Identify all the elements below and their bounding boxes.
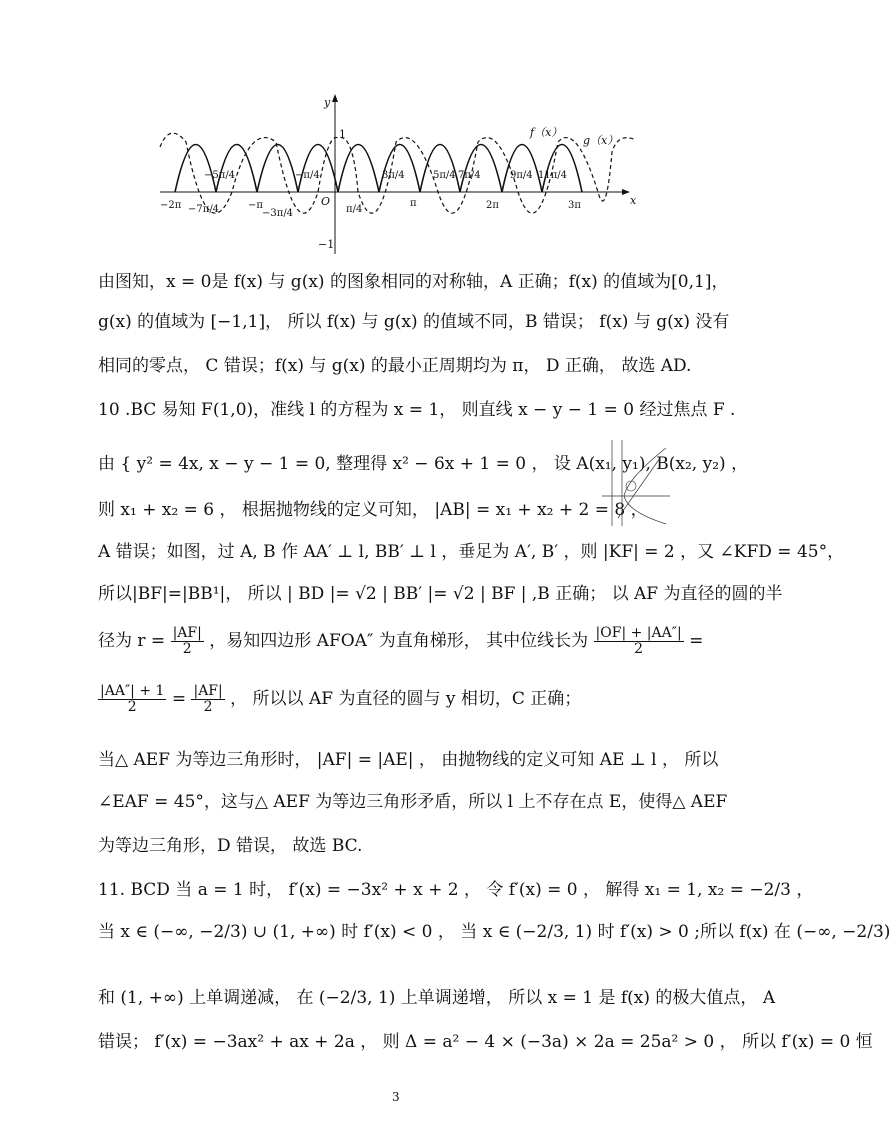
text-line-15: 当 x ∈ (−∞, −2/3) ∪ (1, +∞) 时 f′(x) < 0 ， 当 x ∈ (−2/3, 1) 时 f′(x) > 0 ;所以 f(x) 在 (−∞, −2/3) (98, 922, 890, 942)
tick-top-5: 7π/4 (458, 170, 481, 181)
tick-top-7: 11π/4 (538, 170, 568, 181)
text-line-17: 错误； f′(x) = −3ax² + ax + 2a ， 则 Δ = a² − 4 × (−3a) × 2a = 25a² > 0 ， 所以 f′(x) = 0 恒 (98, 1032, 873, 1052)
tangent-fraction-2 (191, 684, 224, 715)
page-number: 3 (392, 1090, 400, 1104)
tick-bottom-1: −2π (160, 200, 182, 211)
tangent-fraction-1 (98, 684, 166, 715)
tangent-numerator-1: |AA″| + 1 (100, 683, 165, 699)
tangent-numerator-2: |AF| (193, 683, 223, 699)
text-line-5: 由 { y² = 4x, x − y − 1 = 0, 整理得 x² − 6x + 1 = 0 ， 设 A(x₁, y₁), B(x₂, y₂) ， (98, 454, 749, 474)
trig-graph (158, 92, 640, 256)
tick-bottom-3: −π (248, 200, 263, 211)
midline-text: ，易知四边形 AFOA″ 为直角梯形， 其中位线长为 (209, 631, 594, 651)
text-line-10 (98, 684, 581, 715)
text-line-14: 11. BCD 当 a = 1 时， f′(x) = −3x² + x + 2 ， 令 f′(x) = 0 ， 解得 x₁ = 1, x₂ = −2/3 ， (98, 880, 814, 900)
text-line-1: 由图知，x = 0是 f(x) 与 g(x) 的图象相同的对称轴，A 正确；f(x) 的值域为[0,1]， (98, 272, 729, 292)
tangent-denominator-2: 2 (203, 699, 213, 715)
tick-bottom-8: 3π (568, 200, 581, 211)
tick-bottom-7: 2π (486, 200, 499, 211)
text-line-2: g(x) 的值域为 [−1,1]， 所以 f(x) 与 g(x) 的值域不同，B 错误； f(x) 与 g(x) 没有 (98, 312, 730, 332)
tick-bottom-5: π/4 (346, 204, 363, 215)
tick-top-1: −5π/4 (204, 170, 236, 181)
text-line-12: ∠EAF = 45°，这与△ AEF 为等边三角形矛盾，所以 l 上不存在点 E，使得△ AEF (98, 792, 728, 812)
text-line-8: 所以|BF|=|BB¹|， 所以 | BD |= √2 | BB′ |= √2 | BF | ,B 正确； 以 AF 为直径的圆的半 (98, 584, 783, 604)
tangent-denominator-1: 2 (127, 699, 137, 715)
origin-label: O (321, 195, 331, 208)
text-line-4: 10 .BC 易知 F(1,0)，准线 l 的方程为 x = 1， 则直线 x − y − 1 = 0 经过焦点 F . (98, 400, 736, 420)
midline-fraction (594, 626, 684, 657)
tick-top-6: 9π/4 (510, 170, 533, 181)
f-label: f（x） (530, 126, 563, 139)
tick-bottom-2: −7π/4 (188, 204, 220, 215)
radius-prefix: 径为 r = (98, 631, 171, 651)
text-line-16: 和 (1, +∞) 上单调递减， 在 (−2/3, 1) 上单调递增， 所以 x = 1 是 f(x) 的极大值点， A (98, 988, 776, 1008)
midline-denominator: 2 (634, 641, 644, 657)
tangent-text: ， 所以以 AF 为直径的圆与 y 相切，C 正确； (230, 689, 582, 709)
radius-denominator: 2 (182, 641, 192, 657)
tick-top-3: 3π/4 (382, 170, 405, 181)
tick-top-2: −π/4 (295, 170, 320, 181)
text-line-13: 为等边三角形，D 错误， 故选 BC. (98, 836, 363, 856)
y-one-label: 1 (339, 128, 346, 141)
y-neg-one-label: −1 (318, 238, 335, 251)
midline-numerator: |OF| + |AA″| (595, 625, 682, 641)
g-label: g（x） (583, 134, 619, 147)
x-axis-label: x (630, 194, 637, 207)
tangent-equals: = (171, 689, 187, 709)
tick-top-4: 5π/4 (433, 170, 456, 181)
radius-fraction (171, 626, 204, 657)
tick-bottom-6: π (410, 198, 417, 209)
text-line-3: 相同的零点， C 错误；f(x) 与 g(x) 的最小正周期均为 π， D 正确， 故选 AD. (98, 356, 692, 376)
text-line-9: 径为 r = $\frac{|AF|}{2}$ ，易知四边形 AFOA″ 为直角梯形， 其中位线长为 $\frac{|OF| + |AA''|}{2}$ = (98, 625, 704, 657)
y-axis-label: y (324, 96, 331, 109)
tick-bottom-4: −3π/4 (262, 208, 294, 219)
text-line-7: A 错误；如图，过 A, B 作 AA′ ⊥ l, BB′ ⊥ l ，垂足为 A′, B′ ，则 |KF| = 2 ，又 ∠KFD = 45°， (98, 542, 845, 562)
radius-numerator: |AF| (172, 625, 202, 641)
text-line-11: 当△ AEF 为等边三角形时， |AF| = |AE| ， 由抛物线的定义可知 AE ⊥ l ， 所以 (98, 750, 719, 770)
f-curve (175, 145, 582, 193)
parabola-figure (598, 438, 672, 528)
text-line-6: 则 x₁ + x₂ = 6 ， 根据抛物线的定义可知， |AB| = x₁ + x₂ + 2 = 8 ， (98, 500, 648, 520)
